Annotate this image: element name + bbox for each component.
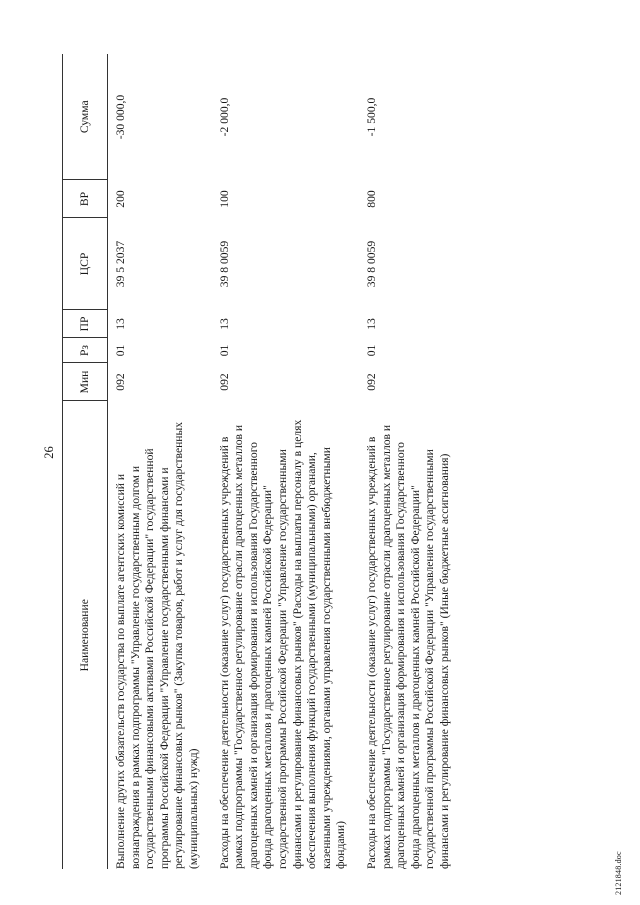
row-pr: 13 [114, 318, 127, 330]
header-pr: ПР [63, 310, 108, 338]
row-vr: 100 [217, 190, 231, 208]
table-row [108, 54, 212, 869]
row-sum: -30 000,0 [114, 94, 127, 140]
row-csr: 39 5 2037 [114, 240, 127, 288]
row-csr: 39 8 0059 [217, 240, 231, 288]
row-rz: 01 [217, 344, 231, 357]
table-row [212, 54, 359, 869]
row-vr: 200 [114, 190, 127, 208]
table-header-row [63, 54, 108, 869]
row-rz: 01 [114, 344, 127, 357]
row-rz: 01 [364, 344, 378, 357]
page-number: 26 [42, 446, 56, 459]
document-id: 2121848.doc [614, 851, 623, 895]
header-csr: ЦСР [63, 218, 108, 310]
header-name: Наименование [63, 401, 108, 869]
row-min: 092 [217, 373, 231, 391]
row-pr: 13 [364, 318, 378, 330]
row-pr: 13 [217, 318, 231, 330]
row-name: Расходы на обеспечение деятельности (оказание услуг) государственных учреждений в рамках подпрограммы "Государственное регулирование отрасли драгоценных металлов и драгоценных камней и организация формирования и использования Государственного фонда драгоценных металлов и драгоценных камней Российской Федерации" государственной программы Российской Федерации "Управление государственными финансами и регулирование финансовых рынков" (Расходы на выплаты персоналу в целях обеспечения выполнения функций государственными (муниципальными) органами, казенными учреждениями, органами управления государственными внебюджетными фондами) [217, 419, 348, 869]
table-row [359, 54, 463, 869]
header-min: Мин [63, 363, 108, 401]
row-name: Расходы на обеспечение деятельности (оказание услуг) государственных учреждений в рамках подпрограммы "Государственное регулирование отрасли драгоценных металлов и драгоценных камней и организация формирования и использования Государственного фонда драгоценных металлов и драгоценных камней Российской Федерации" государственной программы Российской Федерации "Управление государственными финансами и регулирование финансовых рынков" (Иные бюджетные ассигнования) [364, 424, 451, 869]
row-sum: -1 500,0 [364, 97, 378, 137]
header-vr: ВР [63, 180, 108, 218]
row-sum: -2 000,0 [217, 97, 231, 137]
row-min: 092 [364, 373, 378, 391]
header-sum: Сумма [63, 54, 108, 180]
row-min: 092 [114, 373, 127, 391]
header-rz: Рз [63, 338, 108, 363]
budget-table [62, 54, 462, 869]
row-vr: 800 [364, 190, 378, 208]
row-csr: 39 8 0059 [364, 240, 378, 288]
row-name: Выполнение других обязательств государства по выплате агентских комиссий и вознаграждения в рамках подпрограммы "Управление государственным долгом и государственными финансовыми активами Российской Федерации" государственной программы Российской Федерации "Управление государственными финансами и регулирование финансовых рынков" (Закупка товаров, работ и услуг для государственных (муниципальных) нужд) [114, 421, 200, 869]
